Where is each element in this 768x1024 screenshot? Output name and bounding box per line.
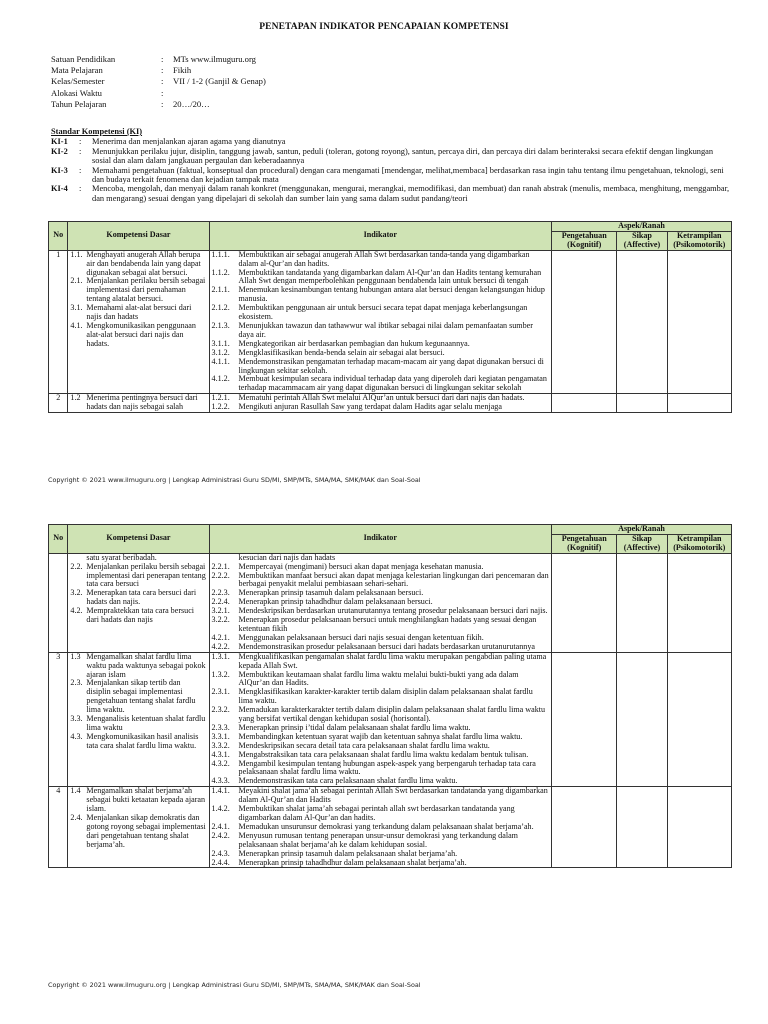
indikator-text: Membuktikan penggunaan air untuk bersuci secara tepat dapat menjaga keberlangsungan ekosistem. [238, 303, 528, 322]
ki-item: KI-2 : Menunjukkan perilaku jujur, disiplin, tanggung jawab, santun, peduli (toleran, gotong royong), santun, percaya diri, dan percaya diri dalam berinteraksi secara efektif dengan lingkungan sosial dan alam dalam jangkauan pergaulan dan keberadaannya [51, 147, 731, 166]
indikator-text: Mendemonstrasikan tata cara pelaksanaan shalat fardlu lima waktu. [238, 776, 458, 786]
indikator-item [212, 832, 550, 850]
identity-block [51, 54, 266, 110]
col-header-keterampilan: Ketrampilan (Psikomotorik) [667, 534, 731, 553]
indikator-item [212, 706, 550, 724]
col-header-sikap: Sikap (Affective) [617, 534, 667, 553]
indikator-number: 3.1.2. [211, 347, 230, 357]
indikator-number: 2.4.2. [211, 830, 230, 840]
indikator-item [212, 760, 550, 778]
indikator-text: Mematuhi perintah Allah Swt melalui AlQur’an untuk bersuci dari dari najis dan hadats. [238, 393, 525, 403]
ki-code: KI-3 [51, 165, 68, 175]
indikator-number: 4.3.3. [211, 776, 230, 786]
indikator-number: 3.2.1. [211, 606, 230, 616]
indikator-cell [209, 553, 552, 652]
sikap-cell [617, 553, 667, 652]
ki-item: KI-4 : Mencoba, mengolah, dan menyaji dalam ranah konkret (menggunakan, mengurai, merangkai, memodifikasi, dan membuat) dan ranah abstrak (menulis, membaca, menghitung, menggambar, dan mengarang) sesuai dengan yang dipelajari di sekolah dan sumber lain yang sama dalam sudut pandang/teori [51, 184, 730, 203]
identity-row: Alokasi Waktu : [51, 87, 164, 98]
indikator-text: Menerapkan prinsip tasamuh dalam pelaksanaan shalat berjama’ah. [238, 848, 458, 858]
indikator-item [212, 777, 550, 786]
indikator-text: Membuktikan tandatanda yang digambarkan dalam Al-Qur’an dan Hadits tentang kemurahan Allah Swt dengan memperbolehkan penggunaan bendabenda lain untuk bersuci di tengah [238, 267, 542, 286]
col-header-keterampilan: Ketrampilan (Psikomotorik) [667, 231, 731, 250]
indikator-number: 1.2.2. [211, 402, 230, 412]
document-title: PENETAPAN INDIKATOR PENCAPAIAN KOMPETENSI [259, 22, 509, 32]
indikator-number: 2.2.2. [211, 570, 230, 580]
indikator-number: 2.1.3. [211, 320, 230, 330]
indikator-text: Mengkategorikan air berdasarkan pembagian dan hukum kegunaannya. [238, 338, 470, 348]
kd-number: 1.2 [70, 393, 81, 403]
kd-number: 4.3. [70, 731, 83, 741]
ki-text: Mencoba, mengolah, dan menyaji dalam ranah konkret (menggunakan, mengurai, merangkai, memodifikasi, dan membuat) dan ranah abstrak (menulis, membaca, menghitung, menggambar, dan mengarang) sesuai dengan yang dipelajari di sekolah dan sumber lain yang sama dalam sudut pandang/teori [92, 184, 730, 203]
kd-number: 3.1. [70, 303, 83, 313]
indikator-number: 2.4.4. [211, 857, 230, 867]
kd-item [70, 814, 206, 850]
document-page-1 [0, 0, 768, 500]
pengetahuan-cell [552, 787, 617, 868]
ki-code: KI-1 [51, 137, 68, 147]
kompetensi-dasar-cell [68, 652, 209, 787]
ki-text: Menerima dan menjalankan ajaran agama yang dianutnya [92, 137, 286, 147]
indikator-text: Mengabstraksikan tata cara pelaksanaan shalat fardlu lima waktu kedalam bentuk tulisan. [238, 749, 529, 759]
kd-text: Menganalisis ketentuan shalat fardlu lima waktu [86, 714, 206, 732]
indikator-text: Membuat kesimpulan secara individual terhadap data yang diperoleh dari kegiatan pengamatan terhadap macammacam air yang dapat digunakan bersuci di lingkungan sekitar sekolah [238, 374, 547, 393]
col-header-kompetensi-dasar: Kompetensi Dasar [68, 222, 209, 251]
indikator-item [212, 322, 550, 340]
ki-text: Menunjukkan perilaku jujur, disiplin, tanggung jawab, santun, peduli (toleran, gotong royong), santun, percaya diri, dan percaya diri dalam berinteraksi secara efektif dengan lingkungan sosial dan alam dalam jangkauan pergaulan dan keberadaannya [92, 146, 714, 166]
indikator-text: Mendemonstrasikan pengamatan terhadap macam-macam air yang dapat digunakan bersuci di lingkungan sekitar sekolah. [238, 356, 544, 375]
indikator-number: 2.4.3. [211, 848, 230, 858]
kompetensi-dasar-cell [68, 250, 209, 394]
kd-item [70, 322, 206, 349]
kd-text: Mempraktekkan tata cara bersuci dari hadats dan najis [86, 606, 195, 625]
indikator-number: 1.1.1. [211, 249, 230, 259]
indikator-text: Membuktikan shalat jama’ah sebagai perintah allah swt berdasarkan tandatanda yang digambarkan dalam Al-Qur’an dan hadits. [238, 804, 515, 822]
indikator-item [212, 358, 550, 376]
identity-row: Mata Pelajaran : Fikih [51, 65, 192, 76]
identity-value: MTs www.ilmuguru.org [173, 54, 256, 64]
indikator-number: 2.1.1. [211, 285, 230, 295]
sikap-cell [617, 652, 667, 787]
indikator-cell [209, 652, 552, 787]
kd-text: Menerapkan tata cara bersuci dari hadats dan najis. [86, 588, 197, 607]
col-header-aspek: Aspek/Ranah [552, 525, 732, 535]
indikator-item [212, 787, 550, 805]
table-row [49, 553, 732, 652]
kompetensi-dasar-cell [68, 787, 209, 868]
indikator-text: Mengikuti anjuran Rasullah Saw yang terdapat dalam Hadits agar selalu menjaga [238, 402, 502, 412]
pengetahuan-cell [552, 652, 617, 787]
kd-number: 2.2. [70, 561, 83, 571]
indicator-table [48, 221, 732, 413]
keterampilan-cell [667, 652, 731, 787]
indikator-item [212, 269, 550, 287]
indikator-text: Menunjukkan tawazun dan tathawwur wal ibtikar sebagai nilai dalam pemanfaatan sumber daya air. [238, 320, 533, 339]
kd-item [70, 589, 206, 607]
indikator-text: Menerapkan prinsip i’tidal dalam pelaksanaan shalat fardlu lima waktu. [238, 722, 471, 732]
indikator-number: 3.3.2. [211, 740, 230, 750]
indikator-cell [209, 787, 552, 868]
indikator-number: 1.3.2. [211, 669, 230, 679]
kd-item [70, 653, 206, 680]
table-row [49, 394, 732, 413]
kd-text: satu syarat beribadah. [86, 552, 157, 562]
identity-label: Mata Pelajaran [51, 65, 103, 76]
indikator-item [212, 251, 550, 269]
kd-item [70, 715, 206, 733]
row-number: 2 [49, 394, 68, 413]
ki-code: KI-2 [51, 146, 68, 156]
indikator-item [212, 805, 550, 823]
indikator-number: 2.2.4. [211, 597, 230, 607]
col-header-kompetensi-dasar: Kompetensi Dasar [68, 525, 209, 554]
indikator-text: Mempercayai (mengimani) bersuci akan dapat menjaga kesehatan manusia. [238, 561, 484, 571]
indikator-number: 4.3.2. [211, 758, 230, 768]
kd-number: 1.1. [70, 249, 83, 259]
identity-label: Kelas/Semester [51, 76, 105, 87]
kd-text: Mengamalkan shalat fardlu lima waktu pada waktunya sebagai pokok ajaran islam [86, 651, 206, 679]
pengetahuan-cell [552, 250, 617, 394]
sikap-cell [617, 394, 667, 413]
indikator-text: Mengkualifikasikan pengamalan shalat fardlu lima waktu merupakan pengabdian paling utama kepada Allah Swt. [238, 651, 547, 670]
indikator-cell [209, 394, 552, 413]
kd-item [70, 251, 206, 278]
kd-number: 1.3 [70, 651, 81, 661]
indikator-cell [209, 250, 552, 394]
table-body [49, 553, 732, 868]
indikator-text: Mendemonstrasikan prosedur pelaksanaan bersuci dari hadats berdasarkan urutanurutannya [238, 641, 535, 651]
col-header-pengetahuan: Pengetahuan (Kognitif) [552, 534, 617, 553]
indikator-number: 1.4.2. [211, 804, 230, 814]
indikator-text: Memadukan karakterkarakter tertib dalam disiplin dalam pelaksanaan shalat fardlu lima waktu yang bersifat vertikal dengan kehidupan sosial (horisontal). [238, 705, 546, 724]
indikator-item [212, 403, 550, 412]
kd-text: Menjalankan sikap demokratis dan gotong royong sebagai implementasi dari pengetahuan tentang shalat berjama’ah. [86, 813, 206, 849]
indikator-number: 1.1.2. [211, 267, 230, 277]
keterampilan-cell [667, 553, 731, 652]
indikator-number: 1.3.1. [211, 651, 230, 661]
standar-kompetensi [51, 127, 731, 203]
kd-item [70, 607, 206, 625]
kd-text: Mengkomunikasikan penggunaan alat-alat bersuci dari najis dan hadats. [86, 320, 196, 348]
indikator-text: Mengklasifikasikan karakter-karakter tertib dalam disiplin dalam pelaksanaan shalat fardlu lima waktu. [238, 687, 533, 706]
kd-text: Memahami alat-alat bersuci dari najis dan hadats [86, 303, 192, 322]
table-body [49, 250, 732, 412]
kd-text: Menjalankan perilaku bersih sebagai implementasi dari pemahaman tentang alatalat bersuci. [86, 276, 206, 304]
pengetahuan-cell [552, 394, 617, 413]
indikator-text: Membuktikan keutamaan shalat fardlu lima waktu melalui bukti-bukti yang ada dalam AlQur’an dan Hadits. [238, 669, 519, 688]
identity-value: Fikih [173, 65, 192, 76]
indikator-text: Memadukan unsurunsur demokrasi yang terkandung dalam pelaksanaan shalat berjama’ah. [238, 821, 534, 831]
indikator-number: 4.3.1. [211, 749, 230, 759]
kd-item [70, 563, 206, 590]
indikator-item [212, 616, 550, 634]
col-header-pengetahuan: Pengetahuan (Kognitif) [552, 231, 617, 250]
table-row [49, 652, 732, 787]
indikator-text: Membuktikan air sebagai anugerah Allah Swt berdasarkan tanda-tanda yang digambarkan dalam al-Qur’an dan hadits. [238, 249, 530, 268]
kd-number: 4.2. [70, 606, 83, 616]
indikator-text: Mengklasifikasikan benda-benda selain air sebagai alat bersuci. [238, 347, 445, 357]
indikator-text: Menerapkan prinsip tahadhdhur dalam pelaksanaan bersuci. [238, 597, 433, 607]
indikator-number: 4.1.2. [211, 374, 230, 384]
indikator-number: 3.1.1. [211, 338, 230, 348]
pengetahuan-cell [552, 553, 617, 652]
col-header-indikator: Indikator [209, 525, 552, 554]
indikator-item [212, 643, 550, 652]
sikap-cell [617, 787, 667, 868]
identity-row: Satuan Pendidikan : MTs www.ilmuguru.org [51, 54, 256, 64]
kd-text: Mengkomunikasikan hasil analisis tata cara shalat fardlu lima waktu. [86, 731, 199, 750]
ki-code: KI-4 [51, 184, 68, 194]
indicator-table [48, 524, 732, 868]
kd-item [70, 679, 206, 715]
sikap-cell [617, 250, 667, 394]
keterampilan-cell [667, 787, 731, 868]
ki-text: Memahami pengetahuan (faktual, konseptual dan procedural) dengan cara mengamati [mendengar, melihat,membaca] berdasarkan rasa ingin tahu tentang ilmu pengetahuan, teknologi, seni dan budaya terkait fenomena dan kejadian tampak mata [92, 165, 724, 185]
row-number [49, 553, 68, 652]
keterampilan-cell [667, 250, 731, 394]
kd-text: Menjalankan perilaku bersih sebagai implementasi dari penerapan tentang tata cara bersuci [86, 561, 206, 589]
indikator-text: Membandingkan ketentuan syarat wajib dan ketentuan sahnya shalat fardlu lima waktu. [238, 731, 523, 741]
col-header-sikap: Sikap (Affective) [617, 231, 667, 250]
indikator-item [212, 286, 550, 304]
indikator-number: 2.4.1. [211, 821, 230, 831]
indikator-item [212, 304, 550, 322]
indikator-item [212, 375, 550, 393]
identity-row: Tahun Pelajaran : 20…/20… [51, 98, 210, 109]
page-footer: Copyright © 2021 www.ilmuguru.org | Lengkap Administrasi Guru SD/MI, SMP/MTs, SMA/MA, SMK/MAK dan Soal-Soal [48, 981, 421, 989]
indikator-text: Menggunakan pelaksanaan bersuci dari najis sesuai dengan ketentuan fikih. [238, 632, 484, 642]
indikator-number: 2.3.1. [211, 687, 230, 697]
kompetensi-dasar-cell [68, 394, 209, 413]
indikator-number: 2.2.1. [211, 561, 230, 571]
kd-item [70, 733, 206, 751]
col-header-indikator: Indikator [209, 222, 552, 251]
indikator-text: kesucian dari najis dan hadats [238, 552, 336, 562]
ki-item: KI-3 : Memahami pengetahuan (faktual, konseptual dan procedural) dengan cara mengamati [mendengar, melihat,membaca] berdasarkan rasa ingin tahu tentang ilmu pengetahuan, teknologi, seni dan budaya terkait fenomena dan kejadian tampak mata [51, 166, 731, 185]
indikator-item [212, 688, 550, 706]
indikator-number: 1.2.1. [211, 393, 230, 403]
indikator-item [212, 859, 550, 868]
indikator-text: Mendeskripsikan secara detail tata cara pelaksanaan shalat fardlu lima waktu. [238, 740, 490, 750]
kd-text: Menghayati anugerah Allah berupa air dan bendabenda lain yang dapat digunakan sebagai alat bersuci. [86, 249, 201, 277]
indikator-text: Membuktikan manfaat bersuci akan dapat menjaga kelestarian lingkungan dari pencemaran dan berbagai penyakit melalui pembiasaan sehari-sehari. [238, 570, 549, 589]
kd-number: 3.2. [70, 588, 83, 598]
ki-item: KI-1 : Menerima dan menjalankan ajaran agama yang dianutnya [51, 137, 731, 146]
kd-text: Menerima pentingnya bersuci dari hadats dan najis sebagai salah [86, 393, 198, 412]
indikator-text: Mendeskripsikan berdasarkan urutanurutannya tentang prosedur pelaksanaan bersuci dari najis. [238, 606, 548, 616]
indikator-item [212, 572, 550, 590]
indikator-number: 2.1.2. [211, 303, 230, 313]
indikator-item [212, 653, 550, 671]
row-number: 1 [49, 250, 68, 394]
identity-label: Satuan Pendidikan [51, 54, 116, 64]
kd-item [70, 277, 206, 304]
indikator-number: 3.2.2. [211, 615, 230, 625]
document-page-2 [0, 500, 768, 1024]
indikator-number: 1.4.1. [211, 786, 230, 796]
indikator-text: Menerapkan prosedur pelaksanaan bersuci untuk menghilangkan hadats yang sesuai dengan ketentuan fikih [238, 615, 537, 633]
kd-number: 3.3. [70, 714, 83, 724]
indikator-number: 2.3.3. [211, 722, 230, 732]
keterampilan-cell [667, 394, 731, 413]
indikator-text: Mengambil kesimpulan tentang hubungan aspek-aspek yang berpengaruh terhadap tata cara pelaksanaan shalat fardlu lima waktu. [238, 758, 536, 777]
standar-kompetensi-heading: Standar Kompetensi (KI) [51, 127, 143, 136]
kd-number: 2.3. [70, 678, 83, 688]
kd-number: 2.1. [70, 276, 83, 286]
identity-value: VII / 1-2 (Ganjil & Genap) [173, 76, 266, 87]
identity-row: Kelas/Semester : VII / 1-2 (Ganjil & Genap) [51, 76, 266, 87]
indikator-number: 4.2.1. [211, 632, 230, 642]
row-number: 4 [49, 787, 68, 868]
indikator-text: Meyakini shalat jama’ah sebagai perintah Allah Swt berdasarkan tandatanda yang digambarkan dalam Al-Qur’an dan Hadits [238, 786, 548, 805]
indikator-number: 3.3.1. [211, 731, 230, 741]
col-header-no: No [49, 222, 68, 251]
indikator-number: 2.3.2. [211, 705, 230, 715]
identity-label: Alokasi Waktu [51, 87, 102, 98]
kd-number: 4.1. [70, 320, 83, 330]
kd-item [70, 394, 206, 412]
kd-text: Menjalankan sikap tertib dan disiplin sebagai implementasi pengetahuan tentang shalat fardlu lima waktu. [86, 678, 196, 715]
table-row [49, 250, 732, 394]
kd-item [70, 787, 206, 814]
kd-number: 1.4 [70, 786, 81, 796]
kd-item [70, 304, 206, 322]
kompetensi-dasar-cell [68, 553, 209, 652]
indikator-text: Menerapkan prinsip tasamuh dalam pelaksanaan bersuci. [238, 588, 424, 598]
indikator-number: 4.1.1. [211, 356, 230, 366]
indikator-number: 4.2.2. [211, 641, 230, 651]
indikator-number: 2.2.3. [211, 588, 230, 598]
row-number: 3 [49, 652, 68, 787]
page-footer: Copyright © 2021 www.ilmuguru.org | Lengkap Administrasi Guru SD/MI, SMP/MTs, SMA/MA, SMK/MAK dan Soal-Soal [48, 476, 421, 484]
indikator-text: Menerapkan prinsip tahadhdhur dalam pelaksanaan shalat berjama’ah. [238, 857, 467, 867]
identity-label: Tahun Pelajaran [51, 98, 107, 109]
identity-value: 20…/20… [173, 98, 210, 109]
indikator-text: Menemukan kesinambungan tentang hubungan antara alat bersuci dengan kelangsungan hidup manusia. [238, 285, 545, 304]
kd-number: 2.4. [70, 813, 83, 822]
indikator-text: Menyusun rumusan tentang penerapan unsur-unsur demokrasi yang terkandung dalam pelaksanaan shalat berjama’ah ke dalam kehidupan sosial. [238, 830, 518, 849]
indikator-item [212, 671, 550, 689]
col-header-no: No [49, 525, 68, 554]
kd-text: Mengamalkan shalat berjama’ah sebagai bukti ketaatan kepada ajaran islam. [86, 786, 206, 814]
col-header-aspek: Aspek/Ranah [552, 222, 732, 232]
table-row [49, 787, 732, 868]
